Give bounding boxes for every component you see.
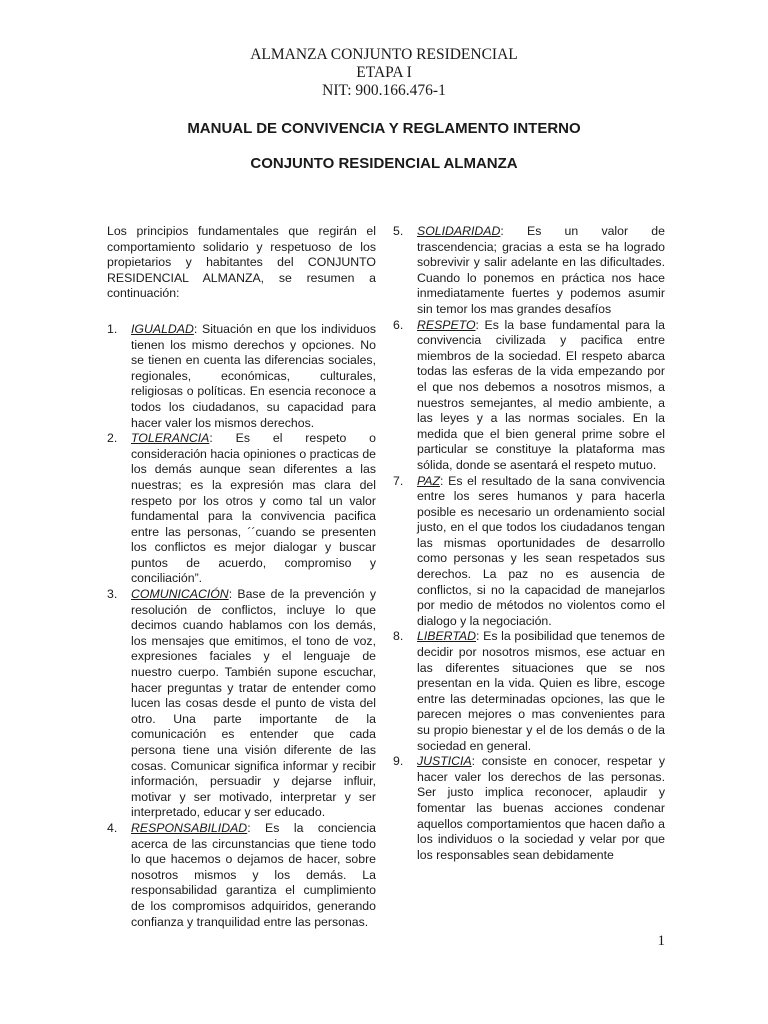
item-term: IGUALDAD (131, 321, 194, 336)
item-text: : Es el respeto o consideración hacia opiniones o practicas de los demás aunque sean diferentes a las nuestras; es la expresión mas clara del respeto por los otros y como tal un valor fundamental para la convivencia pacifica entre las personas, ´´cuando se presenten los conflictos es mejor dialogar y buscar puntos de acuerdo, compromiso y conciliación”. (131, 431, 376, 586)
item-number: 8. (393, 629, 404, 644)
item-term: JUSTICIA (417, 754, 472, 769)
principle-item-tolerancia (107, 431, 376, 587)
document-title: MANUAL DE CONVIVENCIA Y REGLAMENTO INTERNO (187, 120, 581, 137)
item-text: : Base de la prevención y resolución de conflictos, incluye lo que decimos cuando hablamos con los demás, los mensajes que emitimos, el tono de voz, expresiones faciales y el lenguaje de nuestro cuerpo. También supone escuchar, hacer preguntas y tratar de entender como lucen las cosas desde el punto de vista del otro. Una parte importante de la comunicación es entender que cada persona tiene una visión diferente de las cosas. Comunicar significa informar y recibir información, persuadir y dejarse influir, motivar y ser motivado, interpretar y ser interpretado, educar y ser educado. (131, 587, 376, 820)
item-number: 1. (107, 321, 118, 336)
item-text: : Es la conciencia acerca de las circunstancias que tiene todo lo que hacemos o dejamos de hacer, sobre nosotros mismos y los demás. La responsabilidad garantiza el cumplimiento de los compromisos adquiridos, generando confianza y tranquilidad entre las personas. (131, 820, 376, 929)
principles-list-left (107, 322, 376, 930)
item-term: RESPONSABILIDAD (131, 820, 248, 835)
intro-paragraph: Los principios fundamentales que regirán el comportamiento solidario y respetuoso de los propietarios y habitantes del CONJUNTO RESIDENCIAL ALMANZA, se resumen a continuación: (107, 224, 376, 301)
principle-item-igualdad (107, 322, 376, 431)
document-header (0, 46, 768, 100)
item-text: : consiste en conocer, respetar y hacer valer los derechos de las personas. Ser justo implica reconocer, aplaudir y fomentar las buenas acciones condenar aquellos comportamientos que hacen daño a los individuos o la sociedad y velar por que los responsables sean debidamente (417, 754, 665, 862)
document-subtitle: CONJUNTO RESIDENCIAL ALMANZA (250, 155, 518, 172)
item-text: : Situación en que los individuos tienen los mismo derechos y opciones. No se tienen en cuenta las diferencias sociales, regionales, económicas, culturales, religiosas o políticas. En esencia reconoce a todos los ciudadanos, su capacidad para hacer valer los mismos derechos. (131, 321, 376, 430)
item-number: 3. (107, 587, 118, 602)
item-number: 9. (393, 754, 404, 769)
left-column (107, 224, 376, 930)
principle-item-paz (393, 474, 665, 630)
item-number: 2. (107, 431, 118, 446)
item-term: LIBERTAD (417, 629, 476, 644)
page-number: 1 (657, 933, 665, 949)
item-text: : Es la base fundamental para la convivencia civilizada y pacifica entre miembros de la sociedad. El respeto abarca todas las esferas de la vida empezando por el que nos debemos a nosotros mismos, a nuestros semejantes, al medio ambiente, a las leyes y a las normas sociales. En la medida que el bien general prime sobre el particular se constituye la plataforma mas sólida, donde se asentará el respeto mutuo. (417, 317, 665, 472)
item-text: : Es un valor de trascendencia; gracias a esta se ha logrado sobrevivir y salir adelante en las dificultades. Cuando lo ponemos en práctica nos hace inmediatamente fuertes y podemos asumir sin temor los mas grandes desafíos (417, 224, 665, 316)
item-text: : Es la posibilidad que tenemos de decidir por nosotros mismos, ese actuar en las diferentes situaciones que se nos presentan en la vida. Quien es libre, escoge entre las determinadas opciones, las que le parecen mejores o mas convenientes para su propio bienestar y el de los demás o de la sociedad en general. (417, 629, 665, 753)
item-number: 7. (393, 473, 404, 488)
principle-item-libertad (393, 629, 665, 754)
item-term: COMUNICACIÓN (131, 587, 229, 602)
principle-item-comunicacion (107, 587, 376, 821)
right-column (393, 224, 665, 863)
principle-item-responsabilidad (107, 821, 376, 930)
header-line-stage: ETAPA I (356, 64, 412, 81)
principles-list-right (393, 224, 665, 863)
item-number: 5. (393, 224, 404, 238)
item-term: SOLIDARIDAD (417, 224, 501, 238)
item-number: 4. (107, 820, 118, 835)
item-term: TOLERANCIA (131, 431, 210, 446)
header-line-nit: NIT: 900.166.476-1 (322, 82, 446, 99)
item-text: : Es el resultado de la sana convivencia entre los seres humanos y para hacerla posible es necesario un ordenamiento social justo, en el que todos los ciudadanos tengan las mismas oportunidades de desarrollo como personas y les sean respetados sus derechos. La paz no es ausencia de conflictos, si no la capacidad de manejarlos por medio de métodos no violentos como el dialogo y la negociación. (417, 473, 665, 628)
item-number: 6. (393, 317, 404, 332)
principle-item-justicia (393, 754, 665, 863)
item-term: RESPETO (417, 317, 476, 332)
principle-item-solidaridad (393, 224, 665, 318)
header-line-name: ALMANZA CONJUNTO RESIDENCIAL (250, 46, 518, 63)
principle-item-respeto (393, 318, 665, 474)
item-term: PAZ (417, 473, 441, 488)
